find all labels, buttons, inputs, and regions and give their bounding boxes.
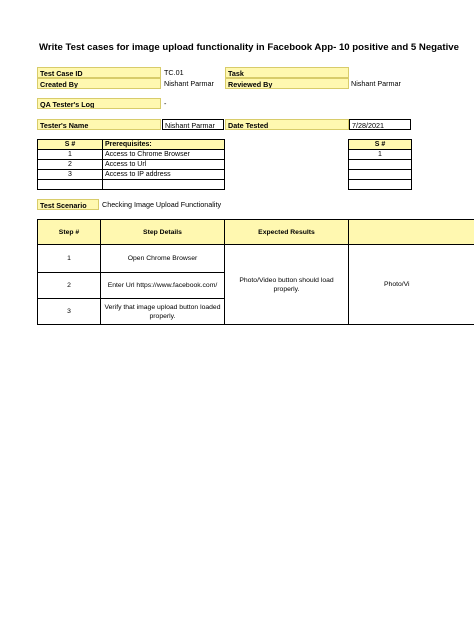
date-tested-value: 7/28/2021 xyxy=(349,119,411,130)
col-step-number: Step # xyxy=(38,220,101,245)
right-sn-table xyxy=(348,139,412,190)
prereq-sn: 2 xyxy=(38,160,103,170)
qa-testers-log-label: QA Tester's Log xyxy=(37,98,161,109)
expected-result: Photo/Video button should load properly. xyxy=(225,245,349,325)
table-row xyxy=(349,170,412,180)
col-expected-results: Expected Results xyxy=(225,220,349,245)
created-by-value: Nishant Parmar xyxy=(164,79,214,88)
step-detail: Verify that image upload button loaded properly. xyxy=(101,299,225,325)
table-row xyxy=(38,245,474,273)
right-sn-cell: 1 xyxy=(349,150,412,160)
prerequisites-header-row xyxy=(38,140,225,150)
prereq-sn: 3 xyxy=(38,170,103,180)
table-row xyxy=(349,160,412,170)
page-title: Write Test cases for image upload functionality in Facebook App- 10 positive and 5 Negative xyxy=(39,42,459,53)
col-sn-right: S # xyxy=(349,140,412,150)
prerequisites-table xyxy=(37,139,225,190)
right-sn-cell xyxy=(349,160,412,170)
table-row xyxy=(38,160,225,170)
table-row xyxy=(349,150,412,160)
testers-name-label: Tester's Name xyxy=(37,119,161,130)
reviewed-by-label: Reviewed By xyxy=(225,78,349,89)
testers-name-value: Nishant Parmar xyxy=(162,119,224,130)
actual-result: Photo/Vi xyxy=(349,245,474,325)
col-sn: S # xyxy=(38,140,103,150)
col-step-details: Step Details xyxy=(101,220,225,245)
col-prerequisites: Prerequisites: xyxy=(103,140,225,150)
prereq-sn xyxy=(38,180,103,190)
prereq-text xyxy=(103,180,225,190)
task-label: Task xyxy=(225,67,349,78)
prereq-text: Access to IP address xyxy=(103,170,225,180)
test-scenario-label: Test Scenario xyxy=(37,199,99,210)
right-sn-cell xyxy=(349,170,412,180)
table-row xyxy=(38,170,225,180)
table-row xyxy=(349,180,412,190)
date-tested-label: Date Tested xyxy=(225,119,349,130)
right-sn-header-row xyxy=(349,140,412,150)
step-detail: Enter Url https://www.facebook.com/ xyxy=(101,273,225,299)
step-detail: Open Chrome Browser xyxy=(101,245,225,273)
qa-log-dash: - xyxy=(164,99,167,108)
step-number: 2 xyxy=(38,273,101,299)
right-sn-cell xyxy=(349,180,412,190)
table-row xyxy=(38,180,225,190)
test-case-id-label: Test Case ID xyxy=(37,67,161,78)
prereq-text: Access to Url xyxy=(103,160,225,170)
col-actual-results xyxy=(349,220,474,245)
table-row xyxy=(38,150,225,160)
created-by-label: Created By xyxy=(37,78,161,89)
reviewed-by-value: Nishant Parmar xyxy=(351,79,401,88)
prereq-sn: 1 xyxy=(38,150,103,160)
test-case-id-value: TC.01 xyxy=(164,68,184,77)
prereq-text: Access to Chrome Browser xyxy=(103,150,225,160)
steps-header-row xyxy=(38,220,474,245)
test-steps-table xyxy=(37,219,474,325)
step-number: 3 xyxy=(38,299,101,325)
test-scenario-value: Checking Image Upload Functionality xyxy=(102,200,222,209)
step-number: 1 xyxy=(38,245,101,273)
